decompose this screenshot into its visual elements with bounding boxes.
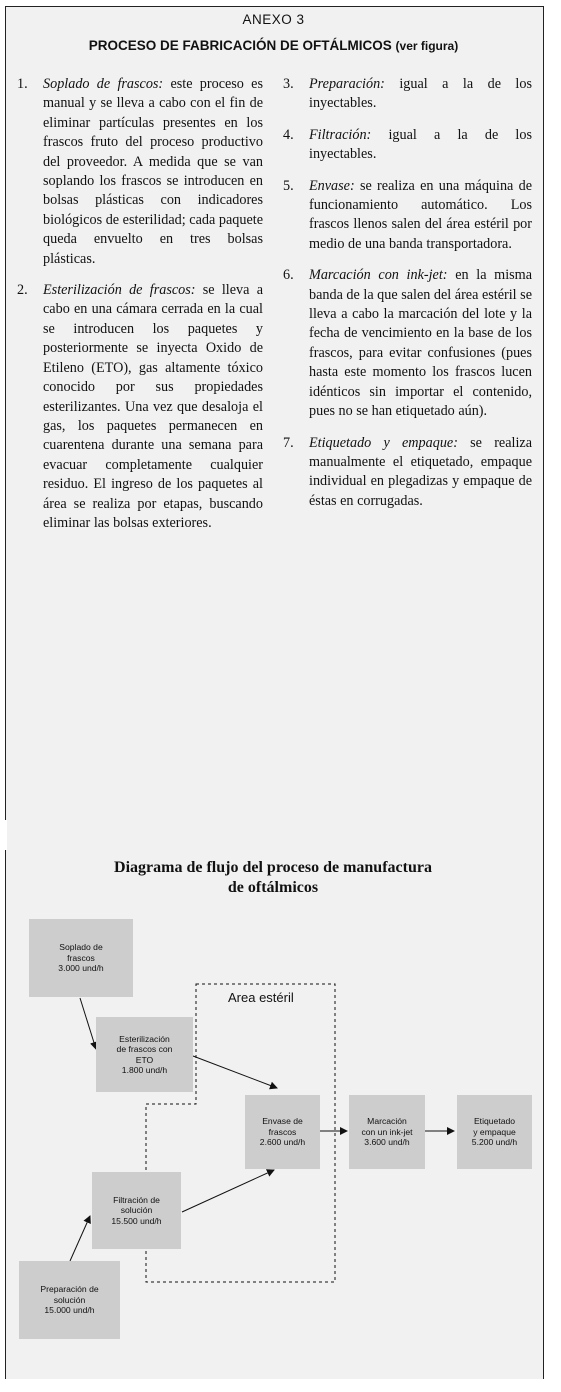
box-line: Preparación de bbox=[40, 1284, 99, 1295]
box-line: de frascos con bbox=[116, 1044, 173, 1055]
item-term: Preparación: bbox=[309, 76, 385, 92]
item-number: 4. bbox=[283, 126, 294, 143]
item-term: Envase: bbox=[309, 177, 355, 194]
box-line: 15.500 und/h bbox=[111, 1215, 162, 1226]
diagram-title-line: de oftálmicos bbox=[227, 879, 319, 896]
box-line: frascos bbox=[268, 1126, 297, 1137]
box-line: solución bbox=[120, 1205, 153, 1216]
item-number: 1. bbox=[17, 76, 28, 92]
box-line: Esterilización bbox=[119, 1033, 170, 1044]
box-line: 1.800 und/h bbox=[121, 1064, 168, 1075]
box-line: 15.000 und/h bbox=[44, 1305, 95, 1316]
box-line: Etiquetado bbox=[473, 1116, 516, 1127]
box-line: 5.200 und/h bbox=[471, 1137, 518, 1148]
title-text: PROCESO DE FABRICACIÓN DE OFTÁLMICOS bbox=[88, 38, 392, 53]
annex-label: ANEXO 3 bbox=[242, 12, 305, 27]
item-term: Esterilización de frascos: bbox=[43, 282, 196, 299]
item-term: Filtración: bbox=[309, 126, 372, 143]
box-line: 3.000 und/h bbox=[58, 963, 104, 974]
box-line: 2.600 und/h bbox=[259, 1137, 306, 1148]
item-number: 5. bbox=[283, 177, 294, 194]
diagram-title-line: Diagrama de flujo del proceso de manufactura bbox=[114, 859, 432, 876]
box-line: frascos bbox=[67, 952, 95, 963]
item-number: 6. bbox=[283, 267, 294, 284]
box-line: ETO bbox=[135, 1054, 154, 1065]
process-box-etiquetado bbox=[457, 1095, 532, 1169]
box-line: con un ink-jet bbox=[361, 1126, 413, 1137]
process-box-preparacion bbox=[19, 1261, 120, 1339]
item-number: 7. bbox=[283, 434, 294, 451]
flow-arrow bbox=[193, 1056, 277, 1088]
box-line: y empaque bbox=[473, 1126, 516, 1137]
process-box-envase bbox=[245, 1095, 320, 1169]
item-number: 2. bbox=[17, 282, 28, 299]
flow-arrow bbox=[70, 1216, 90, 1261]
process-box-marcacion bbox=[349, 1095, 425, 1169]
item-term: Marcación con ink-jet: bbox=[309, 267, 448, 284]
item-term: Etiquetado y empaque: bbox=[309, 434, 458, 451]
item-number: 3. bbox=[283, 76, 294, 92]
flow-arrow bbox=[182, 1170, 274, 1212]
box-line: Soplado de bbox=[59, 942, 103, 953]
item-body: este proceso es manual y se lleva a cabo con el fin de eliminar partículas presentes en los frascos fruto del proceso productivo del proveedor. A medida que se van soplando los frascos se introducen en bolsas plásticas con indicadores biológicos de esterilidad; cada paquete queda envuelto en tres bolsas plásticas. bbox=[43, 76, 263, 267]
box-line: Envase de bbox=[262, 1116, 303, 1127]
process-box-soplado bbox=[29, 919, 133, 997]
item-body: se realiza manualmente el etiquetado, empaque individual en plegadizas y empaque de éstas en corrugadas. bbox=[309, 434, 532, 509]
item-body: se realiza en una máquina de funcionamiento automático. Los frascos llenos salen del área estéril por medio de una banda transportadora. bbox=[309, 177, 532, 252]
process-box-esterilizacion bbox=[96, 1017, 193, 1092]
item-body: igual a la de los inyectables. bbox=[309, 126, 532, 163]
item-body: se lleva a cabo en una cámara cerrada en la cual se introducen los paquetes y posteriormente se inyecta Oxido de Etileno (ETO), gas altamente tóxico conocido por sus propiedades esterilizantes. Una vez que desaloja el gas, los paquetes permanecen en cuarentena durante una semana para evacuar completamente cualquier residuo. El ingreso de los paquetes al área se realiza por etapas, buscando eliminar las bolsas exteriores. bbox=[43, 282, 264, 531]
box-line: Filtración de bbox=[113, 1194, 160, 1205]
box-line: Marcación bbox=[367, 1116, 407, 1127]
item-term: Soplado de frascos: bbox=[43, 76, 164, 92]
item-body: igual a la de los inyectables. bbox=[309, 76, 532, 112]
box-line: 3.600 und/h bbox=[364, 1137, 410, 1148]
sterile-area-label: Area estéril bbox=[228, 990, 294, 1005]
item-body: en la misma banda de la que salen del área estéril se lleva a cabo la marcación del lote y la fecha de vencimiento en la base de los frascos, para evitar confusiones (pues hasta este momento los frascos lucen idénticos sin importar el contenido, pues no se han etiquetado aún). bbox=[309, 267, 532, 420]
title-note: (ver figura) bbox=[395, 39, 459, 53]
flow-arrow bbox=[80, 998, 96, 1049]
process-box-filtracion bbox=[92, 1172, 181, 1249]
box-line: solución bbox=[53, 1294, 86, 1305]
